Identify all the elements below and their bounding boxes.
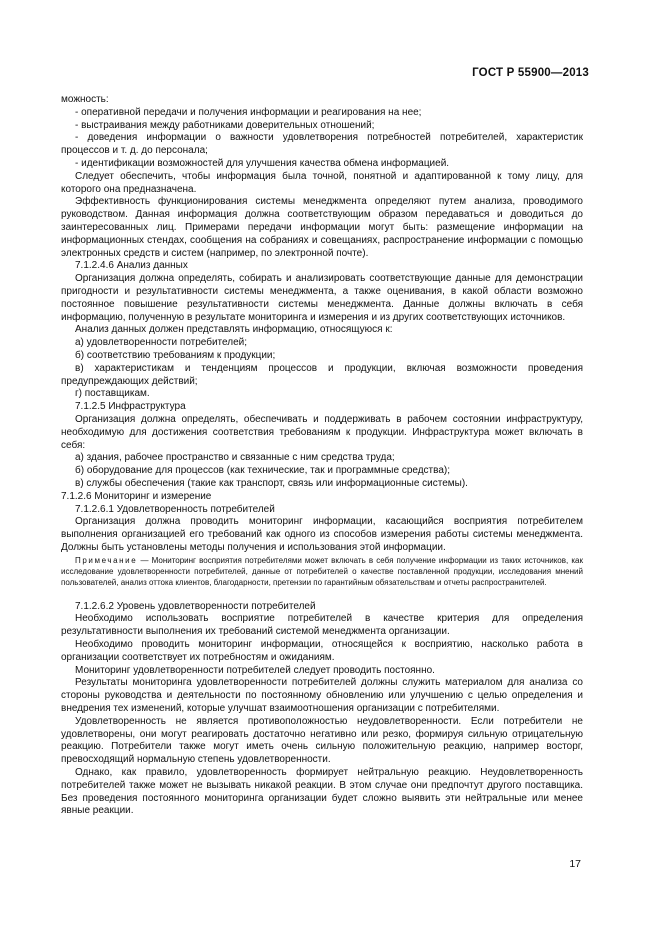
document-body — [61, 94, 583, 818]
note-label: Примечание — [75, 555, 138, 565]
list-item: - идентификации возможностей для улучшения качества обмена информацией. — [75, 157, 450, 169]
document-header: ГОСТ Р 55900—2013 — [472, 67, 589, 79]
list-item: - оперативной передачи и получения информации и реагирования на нее; — [75, 106, 422, 118]
paragraph: Необходимо проводить мониторинг информации, относящейся к восприятию, насколько работа в организации соответствует их потребностям и ожиданиям. — [61, 639, 583, 663]
list-item: в) характеристикам и тенденциям процессов и продукции, включая возможности проведения предупреждающих действий; — [61, 362, 583, 387]
page-number: 17 — [569, 858, 581, 870]
section-heading: 7.1.2.6.2 Уровень удовлетворенности потребителей — [75, 600, 316, 612]
paragraph: Результаты мониторинга удовлетворенности потребителей должны служить материалом для анализа со стороны руководства и деятельности по постоянному обновлению или улучшению с целью определения и внедрения тех изменений, которые улучшат взаимоотношения организации с потребителями. — [61, 677, 583, 715]
list-item: а) здания, рабочее пространство и связанные с ним средства труда; — [75, 452, 395, 464]
paragraph: Эффективность функционирования системы менеджмента определяют путем анализа, проводимого руководством. Данная информация должна соответствующим образом передаваться и доводиться до заинтересованных лиц. Примерами передачи информации могут быть: размещение информации на информационных стендах, сообщения на собраниях и совещаниях, распространение информации с помощью электронных средств и систем (например, по электронной почте). — [61, 196, 583, 259]
paragraph: Организация должна проводить мониторинг информации, касающийся восприятия потребителем выполнения организацией его требований как одного из способов измерения работы системы менеджмента. Должны быть установлены методы получения и использования этой информации. — [61, 516, 583, 553]
spacer — [61, 588, 583, 601]
list-item: а) удовлетворенности потребителей; — [75, 337, 248, 349]
paragraph: Следует обеспечить, чтобы информация была точной, понятной и адаптированной к тому лицу, для которого она предназначена. — [61, 170, 583, 195]
list-item: - доведения информации о важности удовлетворения потребностей потребителей, характеристик процессов и т. д. до персонала; — [61, 132, 583, 157]
list-item: г) поставщикам. — [75, 388, 150, 400]
paragraph: Организация должна определять, собирать и анализировать соответствующие данные для демонстрации пригодности и результативности системы менеджмента, а также оценивания, в какой области возможно постоянное повышение результативности системы менеджмента. Данные должны включать в себя информацию, полученную в результате мониторинга и измерения и из других соответствующих источников. — [61, 273, 583, 323]
paragraph: можность: — [61, 94, 109, 105]
list-item: б) соответствию требованиям к продукции; — [75, 349, 276, 361]
note — [61, 555, 583, 588]
paragraph: Однако, как правило, удовлетворенность формирует нейтральную реакцию. Неудовлетворенность потребителей также может не вызывать никакой реакции. В этом случае они предпочтут другого поставщика. Без проведения постоянного мониторинга организации будет сложно выявить эти нейтральные или менее явные реакции. — [61, 767, 583, 817]
note-text: — Мониторинг восприятия потребителями может включать в себя получение информации из таких источников, как исследование удовлетворенности потребителей, данные от потребителей о качестве поставленной продукции, исследования мнений пользователей, анализ оттока клиентов, благодарности, претензии по гарантийным обязательствам и отчеты распространителей. — [61, 555, 583, 587]
paragraph: Анализ данных должен представлять информацию, относящуюся к: — [75, 324, 393, 336]
paragraph: Удовлетворенность не является противоположностью неудовлетворенности. Если потребители не удовлетворены, они могут реагировать достаточно негативно или резко, формируя сильную отрицательную реакцию. Потребители также могут иметь очень сильную положительную реакцию, например восторг, превосходящий нормальную степень удовлетворенности. — [61, 715, 583, 766]
paragraph: Необходимо использовать восприятие потребителей в качестве критерия для определения результативности выполнения их требований системой менеджмента организации. — [61, 613, 583, 638]
list-item: в) службы обеспечения (такие как транспорт, связь или информационные системы). — [75, 477, 468, 489]
section-heading: 7.1.2.6.1 Удовлетворенность потребителей — [75, 503, 275, 515]
section-heading: 7.1.2.5 Инфраструктура — [75, 401, 186, 413]
paragraph: Организация должна определять, обеспечивать и поддерживать в рабочем состоянии инфраструктуру, необходимую для достижения соответствия требованиям к продукции. Инфраструктура может включать в себя: — [61, 413, 583, 451]
section-heading: 7.1.2.4.6 Анализ данных — [75, 260, 188, 272]
list-item: - выстраивания между работниками доверительных отношений; — [75, 119, 375, 131]
section-heading: 7.1.2.6 Мониторинг и измерение — [61, 490, 212, 502]
paragraph: Мониторинг удовлетворенности потребителей следует проводить постоянно. — [75, 664, 435, 676]
list-item: б) оборудование для процессов (как технические, так и программные средства); — [75, 465, 451, 477]
